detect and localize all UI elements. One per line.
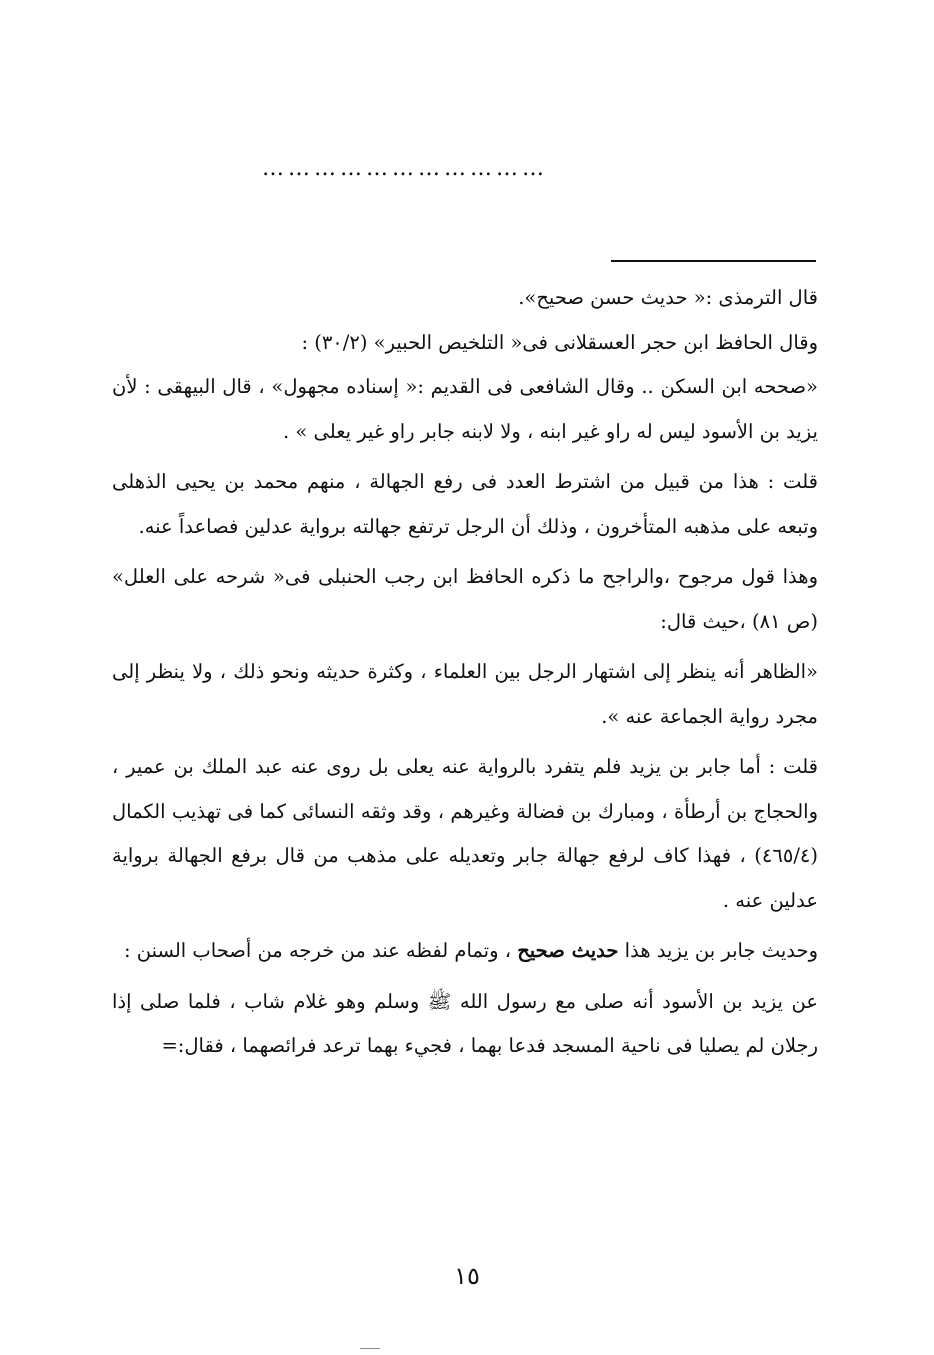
paragraph-hadith-text: عن يزيد بن الأسود أنه صلى مع رسول الله ﷺ وسلم وهو غلام شاب ، فلما صلى إذا رجلان لم يصليا فى ناحية المسجد فدعا بهما ، فجيء بهما ترعد فرائصهما ، فقال:=	[112, 989, 818, 1057]
paragraph-quote-zahir: «الظاهر أنه ينظر إلى اشتهار الرجل بين العلماء ، وكثرة حديثه ونحو ذلك ، ولا ينظر إلى مجرد رواية الجماعة عنه ».	[112, 660, 818, 728]
dotted-separator: ……………………………	[262, 158, 548, 180]
paragraph-ibn-hajar: وقال الحافظ ابن حجر العسقلانى فى« التلخيص الحبير» (٣٠/٢) :	[301, 330, 818, 354]
page-number: ١٥	[454, 1262, 480, 1290]
hadith-jabir-rest: ، وتمام لفظه عند من خرجه من أصحاب السنن :	[123, 939, 518, 962]
bottom-mark	[360, 1348, 380, 1349]
paragraph-hadith-jabir	[112, 929, 818, 974]
hadith-jabir-intro: وحديث جابر بن يزيد هذا	[618, 939, 818, 962]
footnote-rule	[611, 260, 816, 262]
hadith-grade: حديث صحيح	[517, 939, 619, 962]
paragraph-tirmidhi: قال الترمذى :« حديث حسن صحيح».	[518, 286, 818, 309]
page-body	[112, 276, 818, 1069]
paragraph-qultu-2: قلت : أما جابر بن يزيد فلم يتفرد بالرواية عنه يعلى بل روى عنه عبد الملك بن عمير ، والحجاج بن أرطأة ، ومبارك بن فضالة وغيرهم ، وقد وثقه النسائى كما فى تهذيب الكمال (٤٦٥/٤) ، فهذا كاف لرفع جهالة جابر وتعديله على مذهب من قال برفع الجهالة برواية عدلين عنه .	[112, 755, 818, 912]
paragraph-marjuh: وهذا قول مرجوح ،والراجح ما ذكره الحافظ ابن رجب الحنبلى فى« شرحه على العلل» (ص ٨١) ،حيث قال:	[112, 565, 818, 633]
paragraph-qultu-1: قلت : هذا من قبيل من اشترط العدد فى رفع الجهالة ، منهم محمد بن يحيى الذهلى وتبعه على مذهبه المتأخرون ، وذلك أن الرجل ترتفع جهالته برواية عدلين فصاعداً عنه.	[112, 470, 818, 538]
paragraph-quote-ibn-sakan: «صححه ابن السكن .. وقال الشافعى فى القديم :« إسناده مجهول» ، قال البيهقى : لأن يزيد بن الأسود ليس له راو غير ابنه ، ولا لابنه جابر راو غير يعلى » .	[112, 375, 818, 443]
